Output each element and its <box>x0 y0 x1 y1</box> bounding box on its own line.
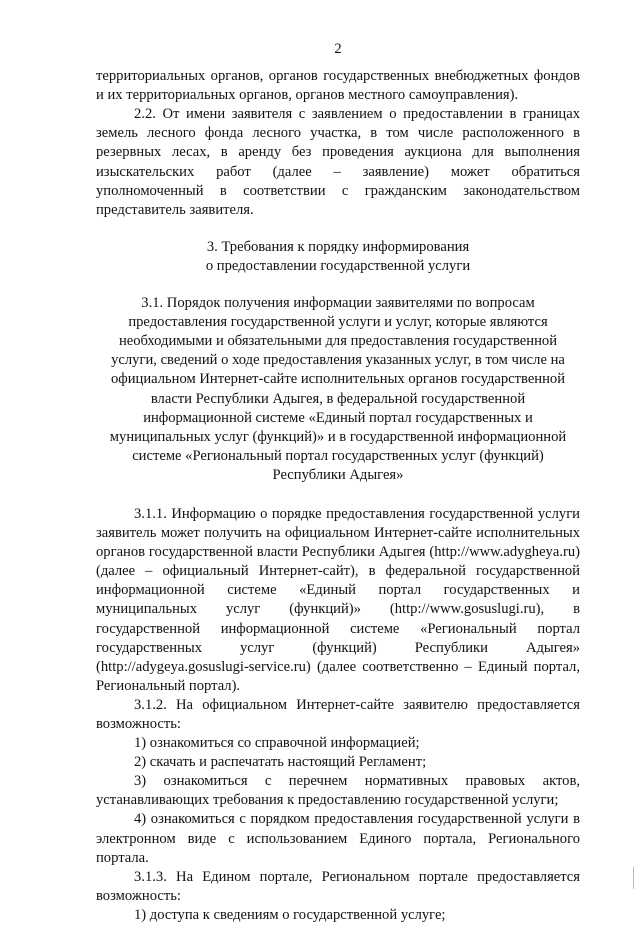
subsection-3-1-title: 3.1. Порядок получения информации заявителями по вопросам предоставления государственной услуги и услуг, которые являются необходимыми и обязательными для предоставления государственной услуги, сведений о ходе предоставления указанных услуг, в том числе на официальном Интернет-сайте исполнительных органов государственной власти Республики Адыгея, в федеральной государственной информационной системе «Единый портал государственных и муниципальных услуг (функций)» и в государственной информационной системе «Региональный портал государственных услуг (функций) Республики Адыгея» <box>109 295 567 483</box>
list-item-3-1-2-3: 3) ознакомиться с перечнем нормативных правовых актов, устанавливающих требования к предоставлению государственной услуги; <box>96 773 580 809</box>
paragraph-3-1-2: 3.1.2. На официальном Интернет-сайте заявителю предоставляется возможность: <box>96 696 580 732</box>
document-page <box>96 40 580 925</box>
page-number: 2 <box>334 41 342 57</box>
list-item-3-1-2-4: 4) ознакомиться с порядком предоставления государственной услуги в электронном виде с использованием Единого портала, Регионального портала. <box>96 811 580 866</box>
paragraph-3-1-1: 3.1.1. Информацию о порядке предоставления государственной услуги заявитель может получить на официальном Интернет-сайте исполнительных органов государственной власти Республики Адыгея (http://www.adygheya.ru) (далее – официальный Интернет-сайт), в федеральной государственной информационной системе «Единый портал государственных и муниципальных услуг (функций)» (http://www.gosuslugi.ru), в государственной информационной системе «Региональный портал государственных услуг (функций) Республики Адыгея» (http://adygeya.gosuslugi-service.ru) (далее соответственно – Единый портал, Региональный портал). <box>96 505 580 694</box>
scan-edge-mark <box>633 867 634 889</box>
list-item-3-1-2-1: 1) ознакомиться со справочной информацией; <box>134 735 420 752</box>
paragraph-2-2: 2.2. От имени заявителя с заявлением о предоставлении в границах земель лесного фонда лесного участка, в том числе расположенного в резервных лесах, в аренду без проведения аукциона для выполнения изыскательских работ (далее – заявление) может обратиться уполномоченный в соответствии с гражданским законодательством представитель заявителя. <box>96 106 580 218</box>
paragraph-3-1-3: 3.1.3. На Едином портале, Региональном портале предоставляется возможность: <box>96 868 580 904</box>
list-item-3-1-2-2: 2) скачать и распечатать настоящий Регламент; <box>134 754 427 771</box>
section-3-title <box>96 238 580 276</box>
list-item-3-1-3-1: 1) доступа к сведениям о государственной услуге; <box>134 906 446 923</box>
section-3-title-line1: 3. Требования к порядку информирования <box>206 238 470 255</box>
paragraph-intro-continuation: территориальных органов, органов государственных внебюджетных фондов и их территориальных органов, органов местного самоуправления). <box>96 68 580 104</box>
section-3-title-line2: о предоставлении государственной услуги <box>205 257 471 274</box>
